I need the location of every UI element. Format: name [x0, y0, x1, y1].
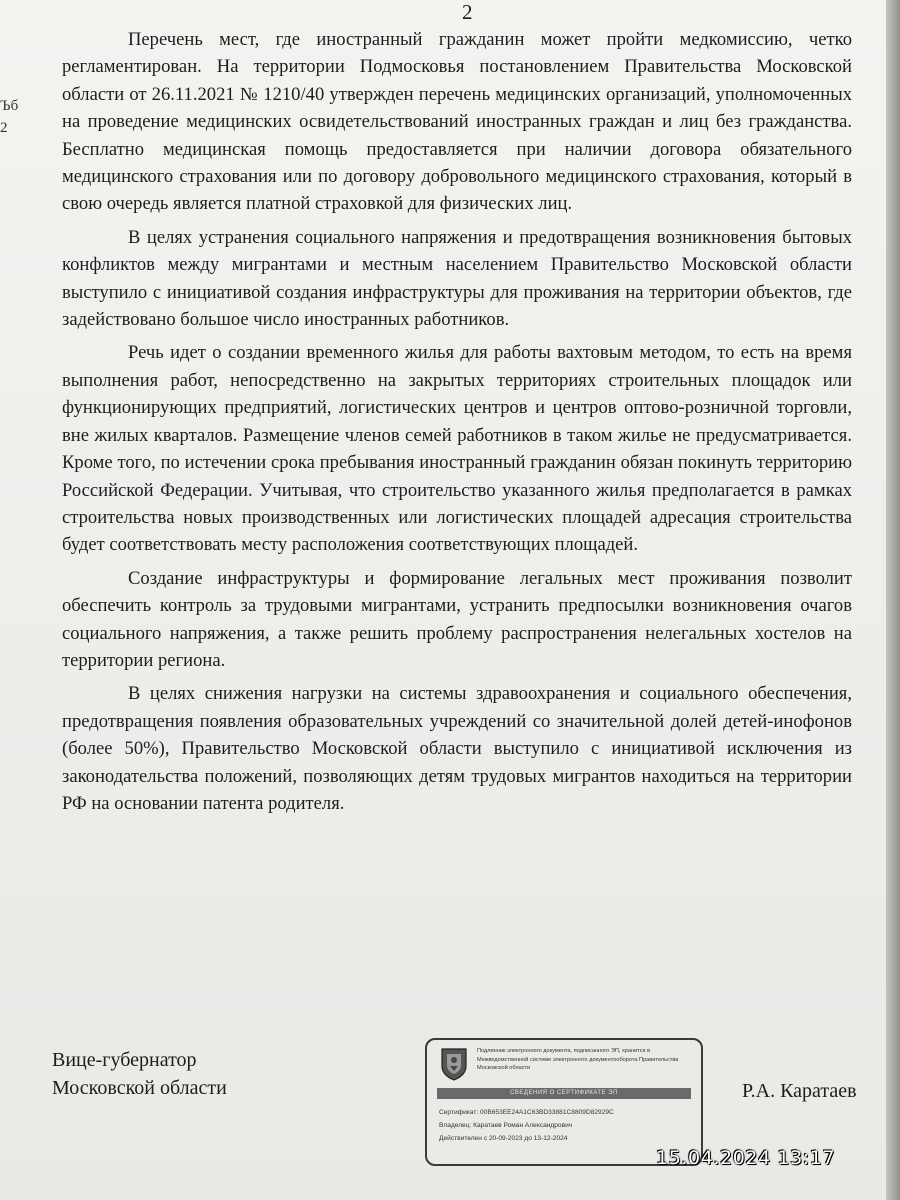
signer-position-line: Вице-губернатор [52, 1049, 197, 1071]
photo-timestamp: 15.04.2024 13:17 [656, 1147, 836, 1169]
certificate-validity: Действителен с 20-09-2023 до 13-12-2024 [439, 1135, 568, 1142]
background-edge [886, 0, 900, 1200]
stamp-notice: Подлинник электронного документа, подписанного ЭП, хранится в Межведомственной системе электронного документооборота Правительства Московской области [477, 1048, 679, 1072]
paragraph: В целях устранения социального напряжения и предотвращения возникновения бытовых конфликтов между мигрантами и местным населением Правительство Московской области выступило с инициативой создания инфраструктуры для проживания на территории объектов, где задействовано большое число иностранных работников. [62, 226, 852, 331]
margin-marks [0, 95, 18, 139]
paragraph: Речь идет о создании временного жилья для работы вахтовым методом, то есть на время выполнения работ, непосредственно на закрытых территориях строительных площадок или функционирующих предприятий, логистических центров и центров оптово-розничной торговли, вне жилых кварталов. Размещение членов семей работников в таком жилье не предусматривается. Кроме того, по истечении срока пребывания иностранный гражданин обязан покинуть территорию Российской Федерации. Учитывая, что строительство указанного жилья предполагается в рамках строительства новых производственных или логистических площадей адресация строительства будет соответствовать месту расположения соответствующих площадей. [62, 342, 852, 556]
margin-mark: 2 [0, 120, 8, 136]
certificate-owner: Владелец: Каратаев Роман Александрович [439, 1122, 573, 1129]
coat-of-arms-icon [439, 1046, 469, 1082]
signer-position [52, 1046, 227, 1102]
paragraph: Перечень мест, где иностранный гражданин может пройти медкомиссию, четко регламентирован. На территории Подмосковья постановлением Правительства Московской области от 26.11.2021 № 1210/40 утвержден перечень медицинских организаций, уполномоченных на проведение медицинских освидетельствований иностранных граждан и лиц без гражданства. Бесплатно медицинская помощь предоставляется при наличии договора обязательного медицинского страхования или по договору добровольного медицинского страхования, который в свою очередь является платной страховкой для физических лиц. [62, 29, 852, 215]
stamp-fields [439, 1106, 697, 1145]
paragraph: Создание инфраструктуры и формирование легальных мест проживания позволит обеспечить контроль за трудовыми мигрантами, устранить предпосылки возникновения очагов социального напряжения, а также решить проблему распространения нелегальных хостелов на территории региона. [62, 567, 852, 671]
margin-mark: Ъб [0, 98, 19, 114]
signer-name: Р.А. Каратаев [742, 1080, 857, 1102]
letter-body [62, 26, 852, 823]
signer-position-line: Московской области [52, 1077, 227, 1099]
paragraph: В целях снижения нагрузки на системы здравоохранения и социального обеспечения, предотвращения появления образовательных учреждений со значительной долей детей-инофонов (более 50%), Правительство Московской области выступило с инициативой исключения из законодательства положений, позволяющих детям трудовых мигрантов находиться на территории РФ на основании патента родителя. [62, 683, 852, 814]
certificate-number: Сертификат: 00B653EE24A1C63BD33881C8809D82929C [439, 1109, 614, 1116]
stamp-band: СВЕДЕНИЯ О СЕРТИФИКАТЕ ЭП [437, 1088, 691, 1099]
page-number: 2 [462, 0, 473, 24]
